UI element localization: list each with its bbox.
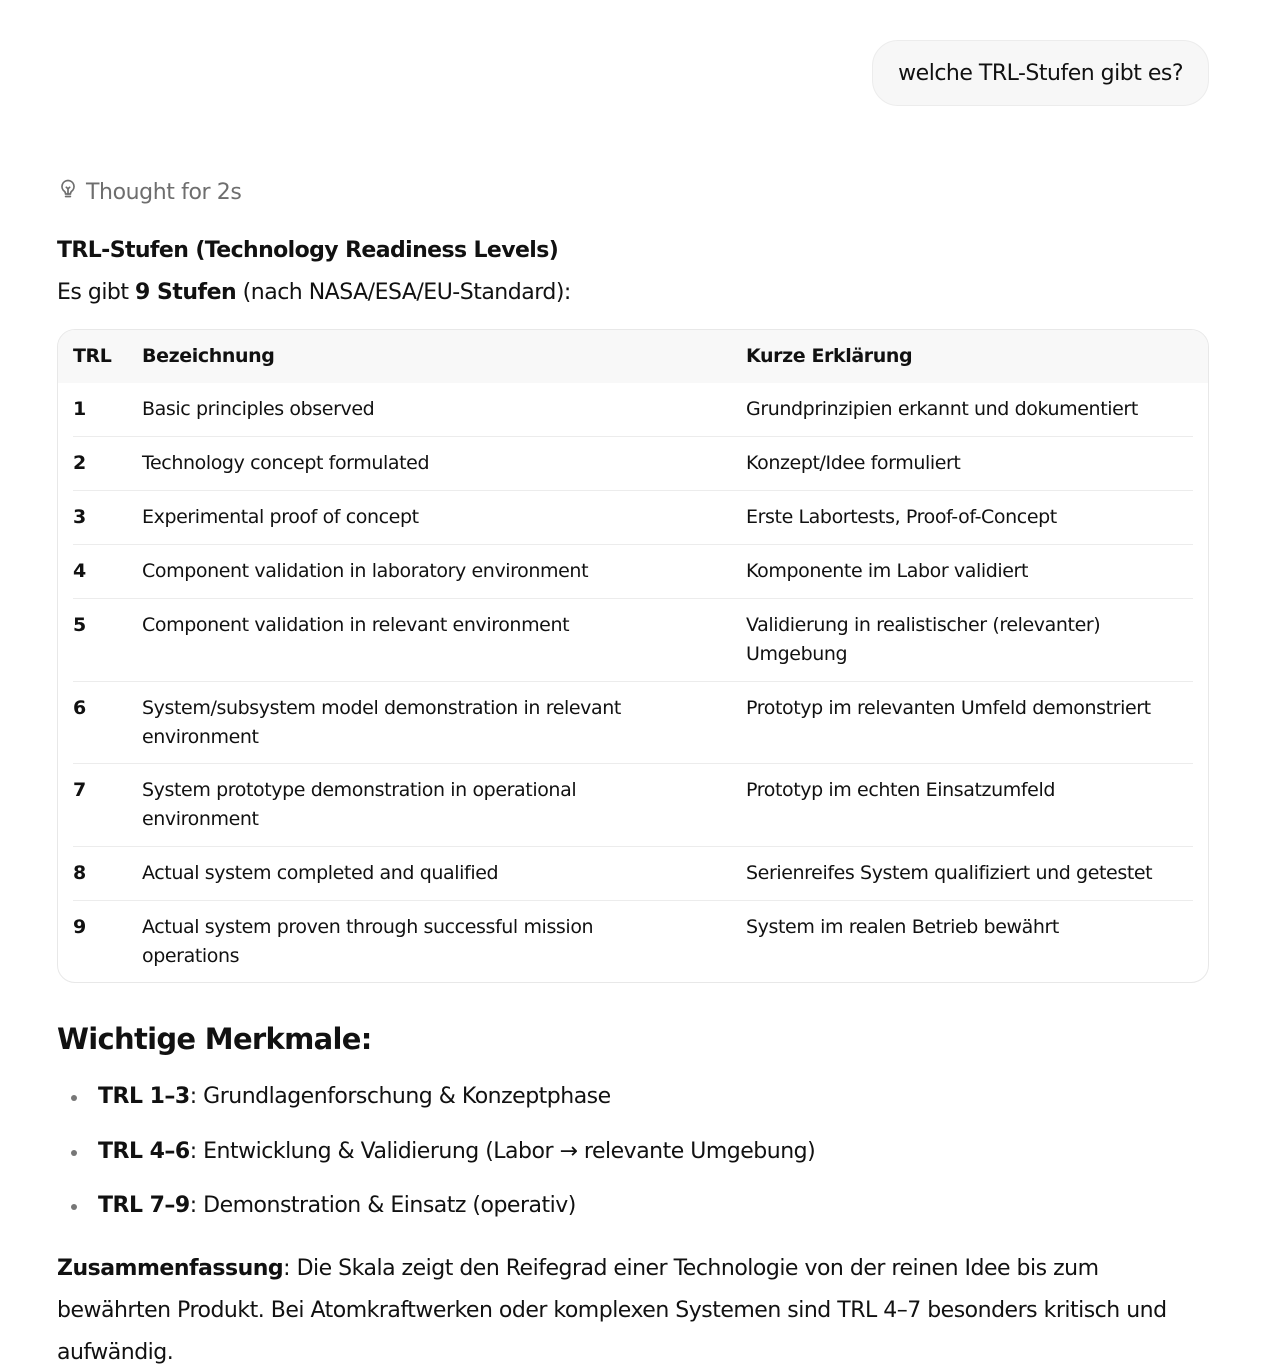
cell-trl: 2 — [73, 452, 86, 474]
feature-bold: TRL 4–6 — [98, 1138, 190, 1164]
table-row — [58, 764, 1208, 847]
table-row — [58, 901, 1208, 983]
cell-trl: 9 — [73, 916, 86, 938]
cell-erklaerung: Validierung in realistischer (relevanter) Umgebung — [746, 614, 1101, 665]
cell-bezeichnung: Component validation in laboratory environment — [142, 560, 589, 582]
cell-erklaerung: Konzept/Idee formuliert — [746, 452, 961, 474]
cell-trl: 1 — [73, 398, 86, 420]
user-message-text: welche TRL-Stufen gibt es? — [898, 60, 1183, 86]
table-row — [58, 682, 1208, 764]
features-title: Wichtige Merkmale: — [57, 1022, 372, 1056]
list-item — [57, 1078, 815, 1133]
features-list — [57, 1078, 815, 1242]
table-row — [58, 383, 1208, 437]
cell-bezeichnung: System/subsystem model demonstration in relevant environment — [142, 697, 621, 748]
summary-text: : Die Skala zeigt den Reifegrad einer Technologie von der reinen Idee bis zum bewährten Produkt. Bei Atomkraftwerken oder komplexen Systemen sind TRL 4–7 besonders kritisch und aufwändig. — [57, 1256, 1167, 1365]
feature-text: : Entwicklung & Validierung (Labor → relevante Umgebung) — [189, 1138, 816, 1164]
answer-title: TRL-Stufen (Technology Readiness Levels) — [57, 238, 559, 263]
summary-bold: Zusammenfassung — [57, 1256, 284, 1281]
cell-trl: 8 — [73, 862, 86, 884]
intro-prefix: Es gibt — [57, 280, 136, 305]
cell-trl: 3 — [73, 506, 86, 528]
header-erklaerung: Kurze Erklärung — [746, 345, 913, 367]
cell-bezeichnung: System prototype demonstration in operational environment — [142, 779, 577, 830]
cell-bezeichnung: Component validation in relevant environment — [142, 614, 570, 636]
answer-intro — [57, 280, 571, 305]
header-bezeichnung: Bezeichnung — [142, 345, 275, 367]
cell-trl: 6 — [73, 697, 86, 719]
table-row — [58, 437, 1208, 491]
cell-trl: 5 — [73, 614, 86, 636]
trl-table — [57, 329, 1209, 983]
cell-erklaerung: Grundprinzipien erkannt und dokumentiert — [746, 398, 1138, 420]
feature-bold: TRL 7–9 — [98, 1193, 190, 1218]
summary-paragraph — [57, 1248, 1217, 1371]
cell-erklaerung: Komponente im Labor validiert — [746, 560, 1029, 582]
cell-erklaerung: System im realen Betrieb bewährt — [746, 916, 1059, 938]
feature-text: : Demonstration & Einsatz (operativ) — [189, 1193, 576, 1218]
list-item — [57, 1187, 815, 1242]
cell-bezeichnung: Actual system proven through successful mission operations — [142, 916, 594, 967]
cell-erklaerung: Erste Labortests, Proof-of-Concept — [746, 506, 1057, 528]
intro-bold: 9 Stufen — [135, 280, 237, 305]
header-trl: TRL — [73, 345, 112, 367]
cell-trl: 4 — [73, 560, 86, 582]
table-row — [58, 491, 1208, 545]
user-message-bubble — [872, 40, 1209, 106]
thought-toggle[interactable] — [58, 178, 241, 206]
cell-erklaerung: Prototyp im echten Einsatzumfeld — [746, 779, 1055, 801]
table-row — [58, 847, 1208, 901]
cell-erklaerung: Serienreifes System qualifiziert und getestet — [746, 862, 1153, 884]
cell-bezeichnung: Actual system completed and qualified — [142, 862, 499, 884]
feature-bold: TRL 1–3 — [98, 1084, 190, 1109]
lightbulb-icon — [58, 178, 78, 206]
cell-bezeichnung: Experimental proof of concept — [142, 506, 419, 528]
cell-bezeichnung: Technology concept formulated — [142, 452, 430, 474]
thought-label: Thought for 2s — [86, 179, 242, 205]
table-header — [58, 330, 1208, 383]
table-row — [58, 545, 1208, 599]
intro-suffix: (nach NASA/ESA/EU-Standard): — [236, 280, 571, 305]
feature-text: : Grundlagenforschung & Konzeptphase — [189, 1084, 611, 1109]
cell-erklaerung: Prototyp im relevanten Umfeld demonstriert — [746, 697, 1151, 719]
cell-bezeichnung: Basic principles observed — [142, 398, 375, 420]
table-row — [58, 599, 1208, 682]
list-item — [57, 1133, 815, 1188]
cell-trl: 7 — [73, 779, 86, 801]
